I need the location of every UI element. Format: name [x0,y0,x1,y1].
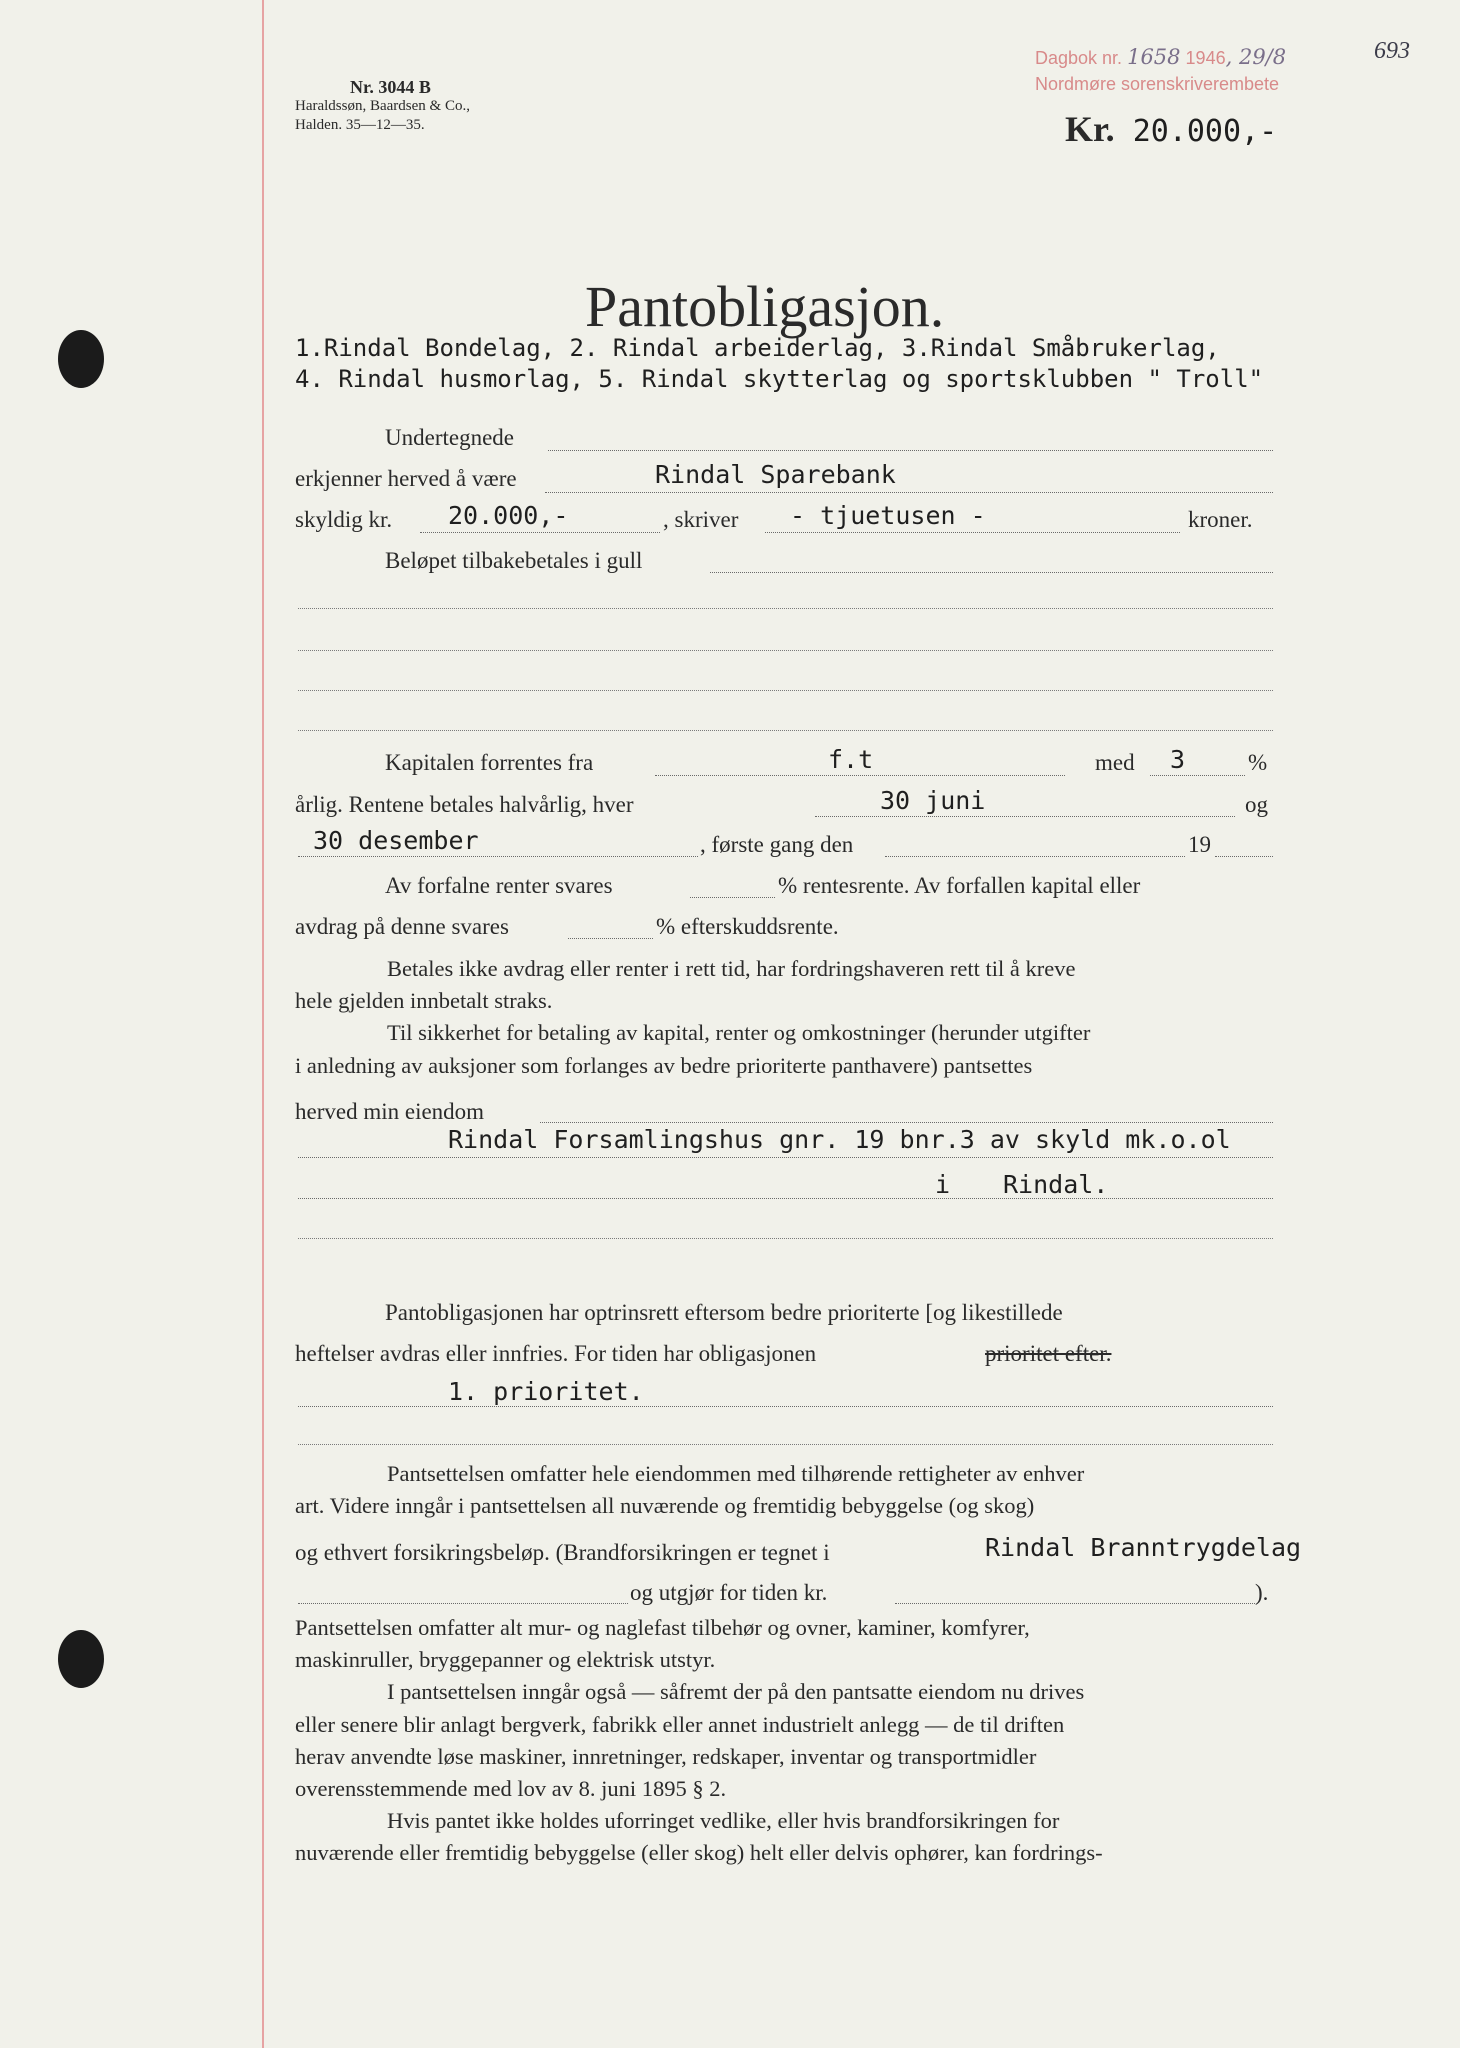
fill-line [298,1198,1273,1199]
skyldig-label: skyldig kr. [295,507,393,532]
debtor-list [295,333,1263,395]
text-line: eller senere blir anlagt bergverk, fabrikk eller annet industrielt anlegg — de til driften [295,1711,1065,1737]
fill-line [298,1603,628,1604]
text-line: Pantsettelsen omfatter hele eiendommen med tilhørende rettigheter av enhver [387,1461,1085,1486]
blank-line [298,650,1273,651]
blank-line [298,1238,1273,1239]
stamp-date: 29/8 [1238,45,1287,69]
text-line: Hvis pantet ikke holdes uforringet vedlike, eller hvis brandforsikringen for [387,1808,1060,1834]
utgjor-text: og utgjør for tiden kr. [630,1580,828,1605]
avdrag-text: % efterskuddsrente. [656,914,839,939]
heftelser-text: heftelser avdras eller innfries. For tiden har obligasjonen [295,1341,817,1366]
debtor-line: 4. Rindal husmorlag, 5. Rindal skytterlag og sportsklubben " Troll" [295,365,1264,393]
fill-line [1215,856,1273,857]
arlig-label: årlig. Rentene betales halvårlig, hver [295,792,634,817]
blank-line [298,730,1273,731]
og-label: og [1245,792,1268,817]
property-description: Rindal Forsamlingshus gnr. 19 bnr.3 av skyld mk.o.ol [448,1125,1231,1154]
avdrag-label: avdrag på denne svares [295,914,509,939]
percent-sign: % [1248,750,1268,775]
text-line: art. Videre inngår i pantsettelsen all nuværende og fremtidig bebyggelse (og skog) [295,1493,1035,1519]
property-i: i [935,1170,951,1199]
scope-clause [295,1458,1275,1522]
fill-line [690,897,775,898]
priority-value: 1. prioritet. [448,1377,644,1406]
interest-from: f.t [828,745,874,774]
printer-imprint [295,78,470,135]
blank-line [298,608,1273,609]
dagbok-label: Dagbok nr. [1035,48,1123,68]
punch-hole [58,330,104,388]
printer-name: Haraldssøn, Baardsen & Co., [295,98,470,114]
creditor-name: Rindal Sparebank [655,460,896,489]
form-number: Nr. 3044 B [350,77,431,97]
fill-line [420,532,660,533]
fill-line [895,1603,1255,1604]
kroner-label: kroner. [1188,507,1253,532]
ethvert-text: og ethvert forsikringsbeløp. (Brandforsikringen er tegnet i [295,1540,830,1565]
med-label: med [1095,750,1135,775]
fill-line [568,938,653,939]
amount-header [1065,108,1277,150]
text-line: I pantsettelsen inngår også — såfremt der på den pantsatte eiendom nu drives [387,1679,1085,1705]
page-number: 693 [1374,38,1410,64]
optrinsrett-text: Pantobligasjonen har optrinsrett eftersom bedre prioriterte [og likestillede [385,1300,1063,1325]
belopet-label: Beløpet tilbakebetales i gull [385,548,643,573]
debtor-line: 1.Rindal Bondelag, 2. Rindal arbeiderlag, 3.Rindal Småbrukerlag, [295,334,1220,362]
fill-line [710,572,1273,573]
kapitalen-label: Kapitalen forrentes fra [385,750,594,775]
erkjenner-label: erkjenner herved å være [295,466,517,491]
payment-date-2: 30 desember [313,826,479,855]
dagbok-number: 1658 [1127,45,1181,69]
fill-line [655,775,1065,776]
fill-line [298,1406,1273,1407]
forfalne-text: % rentesrente. Av forfallen kapital eller [778,873,1141,898]
default-clause [295,953,1275,1082]
margin-rule [262,0,264,2048]
text-line: i anledning av auksjoner som forlanges av bedre prioriterte panthavere) pantsettes [295,1052,1033,1078]
property-place: Rindal. [1003,1170,1109,1199]
fill-line [1150,775,1245,776]
payment-date-1: 30 juni [880,786,986,815]
text-line: hele gjelden innbetalt straks. [295,988,553,1014]
text-line: herav anvendte løse maskiner, innretninger, redskaper, inventar og transportmidler [295,1743,1037,1769]
skriver-words: - tjuetusen - [790,501,986,530]
punch-hole [58,1630,104,1688]
blank-line [298,1444,1273,1445]
insurer-name: Rindal Branntrygdelag [985,1533,1302,1562]
text-line: maskinruller, bryggepanner og elektrisk utstyr. [295,1647,716,1673]
fill-line [548,450,1273,451]
fill-line [545,492,1273,493]
amount-label: Kr. [1065,109,1115,149]
blank-line [298,690,1273,691]
text-line: overensstemmende med lov av 8. juni 1895 § 2. [295,1776,727,1802]
registry-stamp: Dagbok nr. 1658 1946, 29/8 Nordmøre sorenskriverembete [1035,44,1286,97]
amount-value: 20.000,- [1132,114,1278,149]
fill-line [540,1122,1273,1123]
year-prefix: 19 [1188,832,1211,857]
stamp-office: Nordmøre sorenskriverembete [1035,74,1280,94]
herved-label: herved min eiendom [295,1099,485,1124]
skyldig-amount: 20.000,- [448,501,569,530]
text-line: Til sikkerhet for betaling av kapital, renter og omkostninger (herunder utgifter [387,1020,1091,1046]
skriver-label: , skriver [663,507,739,532]
fill-line [298,1157,1273,1158]
struck-text: prioritet efter. [985,1341,1112,1366]
forste-gang-label: , første gang den [700,832,854,857]
fill-line [765,532,1180,533]
text-line: Betales ikke avdrag eller renter i rett tid, har fordringshaveren rett til å kreve [387,956,1076,981]
fill-line [815,816,1235,817]
fill-line [298,856,698,857]
text-line: Pantsettelsen omfatter alt mur- og naglefast tilbehør og ovner, kaminer, komfyrer, [295,1615,1030,1640]
interest-rate: 3 [1170,745,1186,774]
text-line: nuværende eller fremtidig bebyggelse (eller skog) helt eller delvis ophører, kan fordrings- [295,1840,1103,1866]
close-paren: ). [1255,1580,1269,1605]
stamp-year: 1946 [1185,48,1226,68]
forfalne-label: Av forfalne renter svares [385,873,613,898]
fill-line [885,856,1185,857]
undertegnede-label: Undertegnede [385,425,514,450]
printer-place: Halden. 35—12—35. [295,117,425,133]
fixtures-clause [295,1612,1275,1870]
document-title: Pantobligasjon. [585,274,945,339]
